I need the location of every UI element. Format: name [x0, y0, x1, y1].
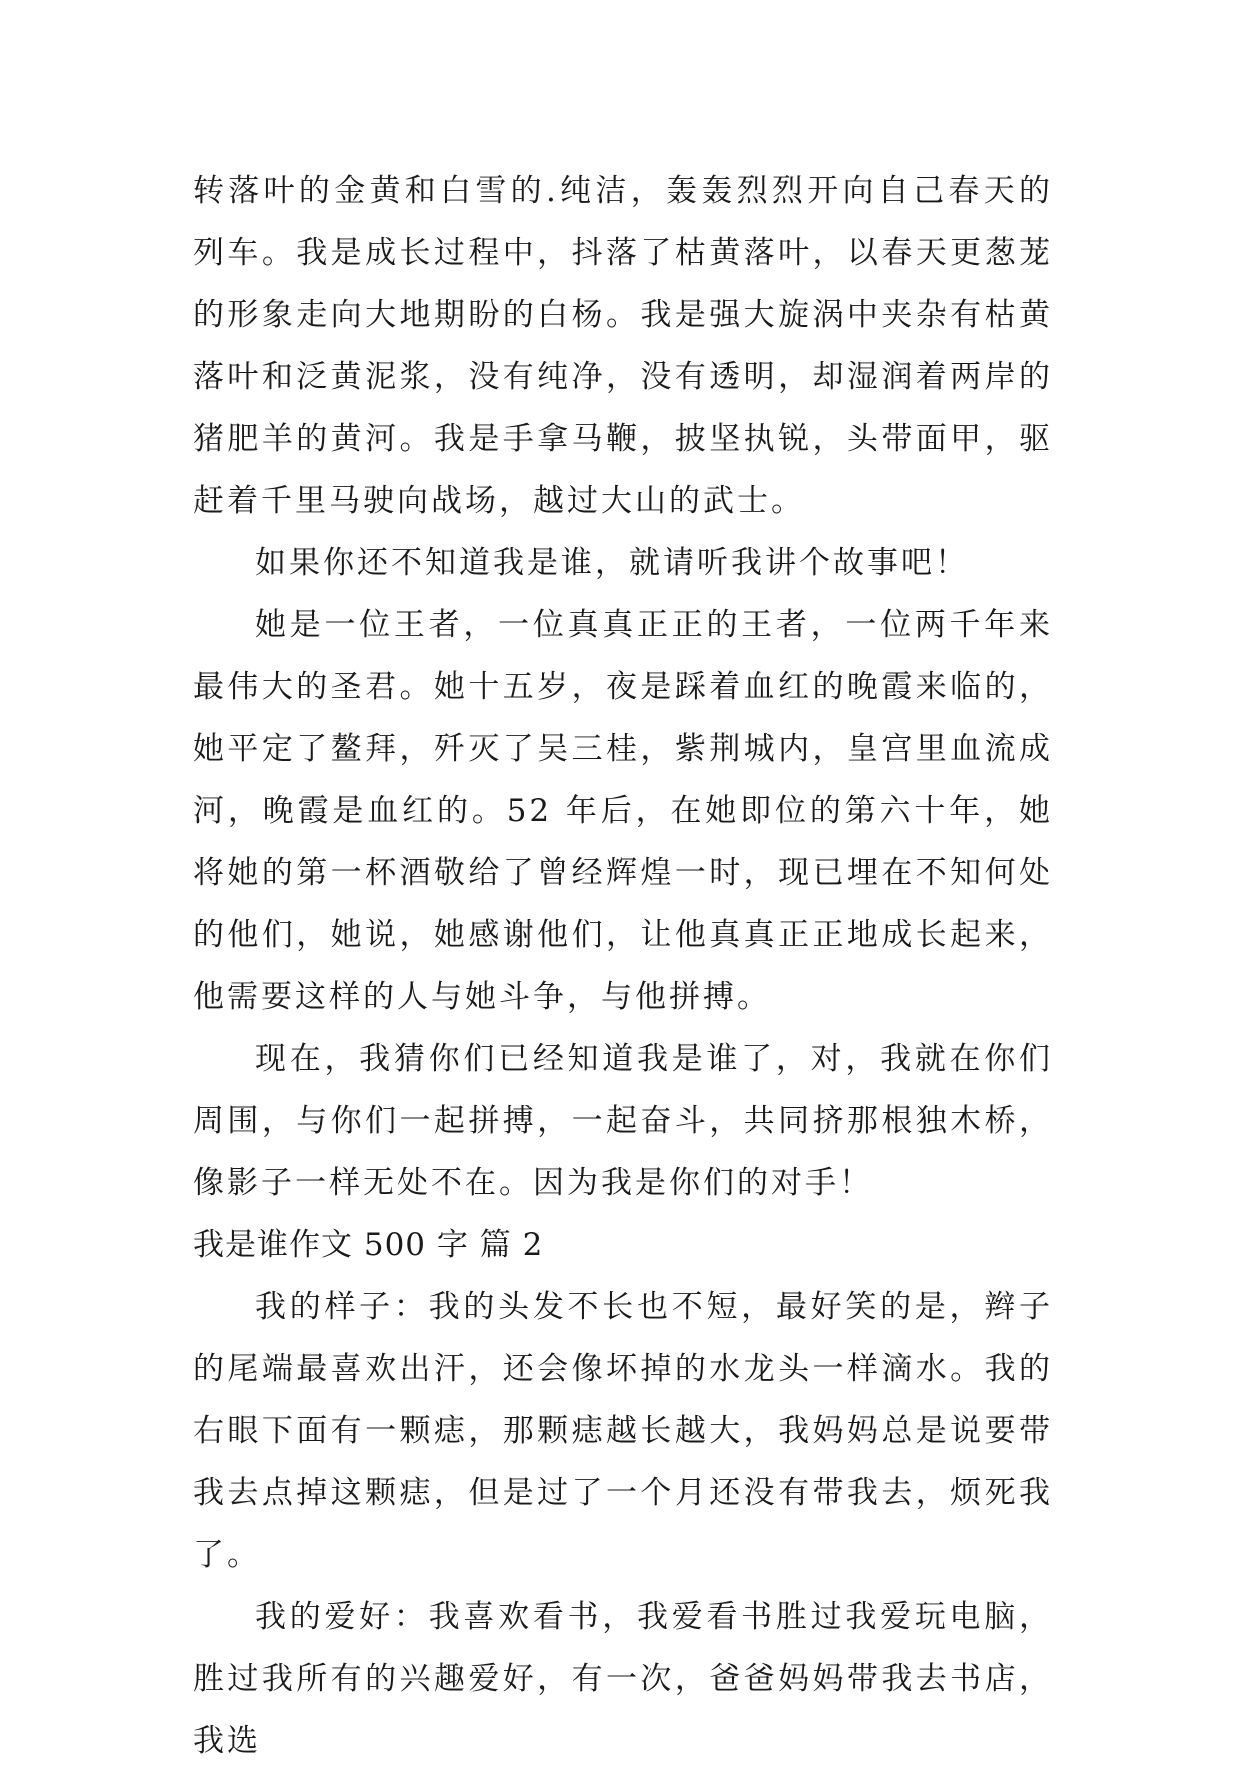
document-page [193, 160, 1053, 1772]
paragraph-continuation: 转落叶的金黄和白雪的.纯洁，轰轰烈烈开向自己春天的列车。我是成长过程中，抖落了枯黄落叶，以春天更葱茏的形象走向大地期盼的白杨。我是强大旋涡中夹杂有枯黄落叶和泛黄泥浆，没有纯净，没有透明，却湿润着两岸的猪肥羊的黄河。我是手拿马鞭，披坚执锐，头带面甲，驱赶着千里马驶向战场，越过大山的武士。 [193, 173, 1053, 519]
paragraph: 我的样子：我的头发不长也不短，最好笑的是，辫子的尾端最喜欢出汗，还会像坏掉的水龙头一样滴水。我的右眼下面有一颗痣，那颗痣越长越大，我妈妈总是说要带我去点掉这颗痣，但是过了一个月还没有带我去，烦死我了。 [193, 1289, 1053, 1573]
paragraph: 现在，我猜你们已经知道我是谁了，对，我就在你们周围，与你们一起拼搏，一起奋斗，共同挤那根独木桥，像影子一样无处不在。因为我是你们的对手！ [193, 1041, 1053, 1201]
paragraph: 她是一位王者，一位真真正正的王者，一位两千年来最伟大的圣君。她十五岁，夜是踩着血红的晚霞来临的，她平定了鳌拜，歼灭了吴三桂，紫荆城内，皇宫里血流成河，晚霞是血红的。52 年后，在她即位的第六十年，她将她的第一杯酒敬给了曾经辉煌一时，现已埋在不知何处的他们，她说，她感谢他们，让他真真正正地成长起来，他需要这样的人与她斗争，与他拼搏。 [193, 607, 1053, 1015]
paragraph: 我的爱好：我喜欢看书，我爱看书胜过我爱玩电脑，胜过我所有的兴趣爱好，有一次，爸爸妈妈带我去书店，我选 [193, 1599, 1053, 1759]
section-heading: 我是谁作文 500 字 篇 2 [193, 1227, 544, 1263]
paragraph: 如果你还不知道我是谁，就请听我讲个故事吧！ [255, 545, 969, 581]
